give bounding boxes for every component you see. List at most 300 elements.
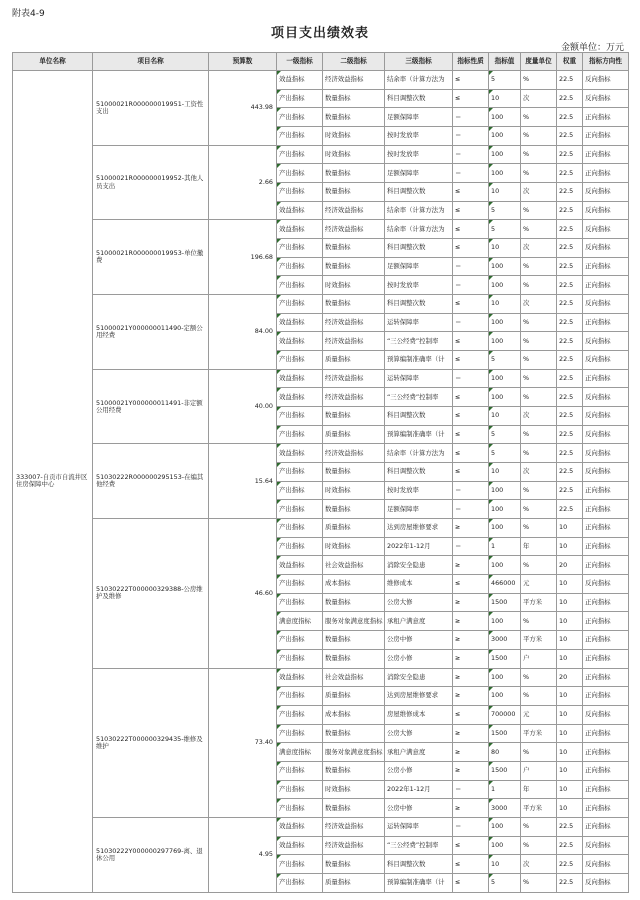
level2-cell: 经济效益指标 (323, 220, 385, 239)
direction-cell: 反向指标 (583, 388, 629, 407)
level1-cell: 效益指标 (277, 201, 323, 220)
value-cell: 100 (489, 687, 521, 706)
amount-unit-note: 金额单位：万元 (560, 43, 624, 53)
level2-cell: 质量指标 (323, 351, 385, 370)
measure-unit-cell: % (521, 500, 557, 519)
weight-cell: 10 (557, 743, 583, 762)
nature-cell: ≤ (453, 388, 489, 407)
direction-cell: 正向指标 (583, 593, 629, 612)
value-cell: 5 (489, 444, 521, 463)
weight-cell: 22.5 (557, 444, 583, 463)
budget-cell: 73.40 (209, 668, 277, 817)
table-row (13, 295, 629, 314)
measure-unit-cell: 元 (521, 575, 557, 594)
direction-cell: 正向指标 (583, 500, 629, 519)
level2-cell: 成本指标 (323, 705, 385, 724)
nature-cell: ≤ (453, 295, 489, 314)
level3-cell: 公房中修 (385, 631, 453, 650)
level2-cell: 数量指标 (323, 649, 385, 668)
level1-cell: 满意度指标 (277, 612, 323, 631)
level2-cell: 数量指标 (323, 295, 385, 314)
level2-cell: 时效指标 (323, 780, 385, 799)
project-name-cell: 51030222Y000000297769-离、退休公用 (93, 817, 209, 892)
value-cell: 100 (489, 276, 521, 295)
level3-cell: 足额保障率 (385, 108, 453, 127)
measure-unit-cell: % (521, 873, 557, 892)
level2-cell: 数量指标 (323, 855, 385, 874)
weight-cell: 22.5 (557, 500, 583, 519)
level1-cell: 满意度指标 (277, 743, 323, 762)
measure-unit-cell: % (521, 481, 557, 500)
direction-cell: 反向指标 (583, 351, 629, 370)
level3-cell: 消除安全隐患 (385, 668, 453, 687)
budget-cell: 443.98 (209, 71, 277, 146)
level1-cell: 效益指标 (277, 332, 323, 351)
performance-table (12, 52, 629, 893)
nature-cell: ≥ (453, 724, 489, 743)
nature-cell: ≥ (453, 612, 489, 631)
level3-cell: 运转保障率 (385, 817, 453, 836)
project-name-cell: 51000021R000000019953-单位撤费 (93, 220, 209, 295)
level3-cell: 消除安全隐患 (385, 556, 453, 575)
level2-cell: 数量指标 (323, 183, 385, 202)
table-row (13, 369, 629, 388)
direction-cell: 正向指标 (583, 537, 629, 556)
measure-unit-cell: 年 (521, 537, 557, 556)
col-header-level1: 一级指标 (277, 53, 323, 71)
measure-unit-cell: 户 (521, 761, 557, 780)
level2-cell: 时效指标 (323, 145, 385, 164)
value-cell: 100 (489, 836, 521, 855)
col-header-direction: 指标方向性 (583, 53, 629, 71)
level2-cell: 社会效益指标 (323, 668, 385, 687)
nature-cell: ≥ (453, 519, 489, 538)
level3-cell: 科目调整次数 (385, 183, 453, 202)
nature-cell: ＝ (453, 500, 489, 519)
unit-name-cell: 333007-自贡市自流井区住房保障中心 (13, 71, 93, 893)
value-cell: 1 (489, 537, 521, 556)
level1-cell: 效益指标 (277, 836, 323, 855)
nature-cell: ≤ (453, 463, 489, 482)
level2-cell: 服务对象满意度指标 (323, 743, 385, 762)
weight-cell: 10 (557, 780, 583, 799)
level2-cell: 服务对象满意度指标 (323, 612, 385, 631)
direction-cell: 正向指标 (583, 761, 629, 780)
project-name-cell: 51000021Y000000011490-定额公用经费 (93, 295, 209, 370)
level2-cell: 质量指标 (323, 519, 385, 538)
level2-cell: 经济效益指标 (323, 332, 385, 351)
nature-cell: ≤ (453, 855, 489, 874)
level1-cell: 产出指标 (277, 257, 323, 276)
col-header-weight: 权重 (557, 53, 583, 71)
level3-cell: 达到房屋维修要求 (385, 687, 453, 706)
nature-cell: ≥ (453, 743, 489, 762)
measure-unit-cell: % (521, 369, 557, 388)
level1-cell: 产出指标 (277, 145, 323, 164)
level1-cell: 产出指标 (277, 799, 323, 818)
nature-cell: ≤ (453, 201, 489, 220)
level1-cell: 产出指标 (277, 351, 323, 370)
level1-cell: 产出指标 (277, 687, 323, 706)
col-header-budget: 预算数 (209, 53, 277, 71)
measure-unit-cell: 次 (521, 295, 557, 314)
project-name-cell: 51000021R000000019952-其他人员支出 (93, 145, 209, 220)
value-cell: 5 (489, 201, 521, 220)
direction-cell: 反向指标 (583, 295, 629, 314)
nature-cell: ＝ (453, 780, 489, 799)
level1-cell: 产出指标 (277, 575, 323, 594)
measure-unit-cell: 年 (521, 780, 557, 799)
measure-unit-cell: % (521, 164, 557, 183)
weight-cell: 10 (557, 724, 583, 743)
weight-cell: 22.5 (557, 407, 583, 426)
level3-cell: 房屋维修成本 (385, 705, 453, 724)
level3-cell: 达到房屋维修要求 (385, 519, 453, 538)
direction-cell: 正向指标 (583, 519, 629, 538)
direction-cell: 正向指标 (583, 313, 629, 332)
level3-cell: 2022年1-12月 (385, 537, 453, 556)
weight-cell: 22.5 (557, 145, 583, 164)
level3-cell: 承租户满意度 (385, 612, 453, 631)
measure-unit-cell: 户 (521, 649, 557, 668)
budget-cell: 15.64 (209, 444, 277, 519)
level1-cell: 产出指标 (277, 295, 323, 314)
nature-cell: ＝ (453, 276, 489, 295)
level1-cell: 效益指标 (277, 668, 323, 687)
level3-cell: 公房大修 (385, 724, 453, 743)
value-cell: 10 (489, 239, 521, 258)
weight-cell: 22.5 (557, 239, 583, 258)
measure-unit-cell: % (521, 687, 557, 706)
value-cell: 100 (489, 257, 521, 276)
direction-cell: 反向指标 (583, 89, 629, 108)
level1-cell: 产出指标 (277, 127, 323, 146)
level1-cell: 产出指标 (277, 537, 323, 556)
measure-unit-cell: 次 (521, 239, 557, 258)
level1-cell: 产出指标 (277, 407, 323, 426)
direction-cell: 正向指标 (583, 276, 629, 295)
level3-cell: 科目调整次数 (385, 295, 453, 314)
level2-cell: 数量指标 (323, 239, 385, 258)
nature-cell: ≥ (453, 761, 489, 780)
level3-cell: 2022年1-12月 (385, 780, 453, 799)
value-cell: 100 (489, 817, 521, 836)
direction-cell: 正向指标 (583, 631, 629, 650)
direction-cell: 反向指标 (583, 183, 629, 202)
level3-cell: 预算编制准确率（计 (385, 425, 453, 444)
level1-cell: 效益指标 (277, 388, 323, 407)
nature-cell: ＝ (453, 313, 489, 332)
level2-cell: 数量指标 (323, 761, 385, 780)
value-cell: 100 (489, 556, 521, 575)
nature-cell: ＝ (453, 127, 489, 146)
measure-unit-cell: % (521, 836, 557, 855)
budget-cell: 196.68 (209, 220, 277, 295)
value-cell: 100 (489, 668, 521, 687)
weight-cell: 10 (557, 761, 583, 780)
col-header-nature: 指标性质 (453, 53, 489, 71)
direction-cell: 正向指标 (583, 612, 629, 631)
value-cell: 100 (489, 145, 521, 164)
weight-cell: 22.5 (557, 873, 583, 892)
direction-cell: 反向指标 (583, 332, 629, 351)
level1-cell: 产出指标 (277, 425, 323, 444)
value-cell: 5 (489, 71, 521, 90)
value-cell: 10 (489, 463, 521, 482)
value-cell: 100 (489, 108, 521, 127)
measure-unit-cell: % (521, 556, 557, 575)
level1-cell: 产出指标 (277, 481, 323, 500)
nature-cell: ＝ (453, 145, 489, 164)
measure-unit-cell: % (521, 71, 557, 90)
table-row (13, 145, 629, 164)
value-cell: 100 (489, 313, 521, 332)
measure-unit-cell: 次 (521, 855, 557, 874)
direction-cell: 正向指标 (583, 257, 629, 276)
level3-cell: “三公经费”控制率 (385, 388, 453, 407)
level1-cell: 产出指标 (277, 649, 323, 668)
budget-cell: 84.00 (209, 295, 277, 370)
direction-cell: 反向指标 (583, 855, 629, 874)
direction-cell: 反向指标 (583, 425, 629, 444)
measure-unit-cell: 平方米 (521, 799, 557, 818)
level1-cell: 产出指标 (277, 276, 323, 295)
direction-cell: 正向指标 (583, 743, 629, 762)
level1-cell: 产出指标 (277, 183, 323, 202)
weight-cell: 22.5 (557, 71, 583, 90)
value-cell: 1500 (489, 761, 521, 780)
level3-cell: 科目调整次数 (385, 463, 453, 482)
measure-unit-cell: % (521, 108, 557, 127)
weight-cell: 10 (557, 705, 583, 724)
nature-cell: ≥ (453, 631, 489, 650)
table-row (13, 668, 629, 687)
measure-unit-cell: 次 (521, 407, 557, 426)
col-header-unit: 单位名称 (13, 53, 93, 71)
level3-cell: 科目调整次数 (385, 239, 453, 258)
direction-cell: 反向指标 (583, 873, 629, 892)
level1-cell: 产出指标 (277, 705, 323, 724)
budget-cell: 40.00 (209, 369, 277, 444)
weight-cell: 22.5 (557, 201, 583, 220)
level3-cell: 预算编制准确率（计 (385, 873, 453, 892)
measure-unit-cell: % (521, 201, 557, 220)
nature-cell: ＝ (453, 537, 489, 556)
nature-cell: ≤ (453, 332, 489, 351)
level1-cell: 产出指标 (277, 519, 323, 538)
value-cell: 5 (489, 873, 521, 892)
level1-cell: 产出指标 (277, 239, 323, 258)
measure-unit-cell: 平方米 (521, 724, 557, 743)
level1-cell: 产出指标 (277, 873, 323, 892)
weight-cell: 10 (557, 612, 583, 631)
value-cell: 3000 (489, 631, 521, 650)
level3-cell: 运转保障率 (385, 313, 453, 332)
weight-cell: 22.5 (557, 463, 583, 482)
level2-cell: 数量指标 (323, 631, 385, 650)
level2-cell: 时效指标 (323, 481, 385, 500)
weight-cell: 22.5 (557, 817, 583, 836)
weight-cell: 22.5 (557, 220, 583, 239)
level2-cell: 时效指标 (323, 127, 385, 146)
level2-cell: 数量指标 (323, 89, 385, 108)
level1-cell: 效益指标 (277, 313, 323, 332)
weight-cell: 22.5 (557, 257, 583, 276)
measure-unit-cell: 平方米 (521, 631, 557, 650)
level3-cell: “三公经费”控制率 (385, 332, 453, 351)
table-header-row (13, 53, 629, 71)
level1-cell: 产出指标 (277, 89, 323, 108)
level3-cell: 足额保障率 (385, 500, 453, 519)
col-header-project: 项目名称 (93, 53, 209, 71)
level3-cell: “三公经费”控制率 (385, 836, 453, 855)
project-name-cell: 51030222T000000329388-公房维护及维修 (93, 519, 209, 668)
weight-cell: 20 (557, 556, 583, 575)
weight-cell: 10 (557, 519, 583, 538)
nature-cell: ≤ (453, 183, 489, 202)
nature-cell: ＝ (453, 257, 489, 276)
level1-cell: 产出指标 (277, 164, 323, 183)
weight-cell: 10 (557, 593, 583, 612)
nature-cell: ≥ (453, 649, 489, 668)
level3-cell: 公房小修 (385, 761, 453, 780)
weight-cell: 20 (557, 668, 583, 687)
weight-cell: 22.5 (557, 369, 583, 388)
level3-cell: 公房小修 (385, 649, 453, 668)
value-cell: 466000 (489, 575, 521, 594)
value-cell: 100 (489, 519, 521, 538)
direction-cell: 正向指标 (583, 687, 629, 706)
value-cell: 1500 (489, 724, 521, 743)
direction-cell: 正向指标 (583, 145, 629, 164)
level2-cell: 数量指标 (323, 593, 385, 612)
level3-cell: 公房大修 (385, 593, 453, 612)
measure-unit-cell: % (521, 127, 557, 146)
nature-cell: ＝ (453, 481, 489, 500)
level3-cell: 结余率（计算方法为 (385, 201, 453, 220)
budget-cell: 2.66 (209, 145, 277, 220)
measure-unit-cell: % (521, 313, 557, 332)
direction-cell: 反向指标 (583, 239, 629, 258)
value-cell: 100 (489, 127, 521, 146)
level2-cell: 经济效益指标 (323, 369, 385, 388)
project-name-cell: 51000021R000000019951-工资性支出 (93, 71, 209, 146)
level3-cell: 按时发放率 (385, 127, 453, 146)
level3-cell: 按时发放率 (385, 276, 453, 295)
measure-unit-cell: % (521, 220, 557, 239)
level3-cell: 维修成本 (385, 575, 453, 594)
weight-cell: 22.5 (557, 276, 583, 295)
measure-unit-cell: 次 (521, 89, 557, 108)
project-name-cell: 51000021Y000000011491-非定额公用经费 (93, 369, 209, 444)
level1-cell: 产出指标 (277, 724, 323, 743)
direction-cell: 正向指标 (583, 668, 629, 687)
weight-cell: 22.5 (557, 108, 583, 127)
level3-cell: 按时发放率 (385, 145, 453, 164)
level1-cell: 产出指标 (277, 631, 323, 650)
nature-cell: ≤ (453, 444, 489, 463)
value-cell: 10 (489, 855, 521, 874)
level1-cell: 产出指标 (277, 500, 323, 519)
nature-cell: ≤ (453, 351, 489, 370)
level2-cell: 数量指标 (323, 164, 385, 183)
weight-cell: 10 (557, 687, 583, 706)
level1-cell: 产出指标 (277, 463, 323, 482)
value-cell: 5 (489, 425, 521, 444)
value-cell: 10 (489, 407, 521, 426)
measure-unit-cell: % (521, 668, 557, 687)
direction-cell: 正向指标 (583, 799, 629, 818)
level3-cell: 结余率（计算方法为 (385, 444, 453, 463)
nature-cell: ＝ (453, 817, 489, 836)
weight-cell: 22.5 (557, 183, 583, 202)
direction-cell: 反向指标 (583, 836, 629, 855)
level2-cell: 质量指标 (323, 425, 385, 444)
level2-cell: 数量指标 (323, 799, 385, 818)
direction-cell: 反向指标 (583, 71, 629, 90)
level1-cell: 产出指标 (277, 761, 323, 780)
measure-unit-cell: % (521, 743, 557, 762)
table-row (13, 220, 629, 239)
level2-cell: 经济效益指标 (323, 388, 385, 407)
level1-cell: 效益指标 (277, 444, 323, 463)
direction-cell: 反向指标 (583, 407, 629, 426)
value-cell: 700000 (489, 705, 521, 724)
nature-cell: ≤ (453, 89, 489, 108)
level3-cell: 结余率（计算方法为 (385, 71, 453, 90)
level3-cell: 科目调整次数 (385, 407, 453, 426)
measure-unit-cell: % (521, 817, 557, 836)
budget-cell: 46.60 (209, 519, 277, 668)
value-cell: 100 (489, 612, 521, 631)
weight-cell: 10 (557, 537, 583, 556)
level2-cell: 数量指标 (323, 108, 385, 127)
measure-unit-cell: % (521, 425, 557, 444)
value-cell: 5 (489, 220, 521, 239)
level2-cell: 数量指标 (323, 407, 385, 426)
value-cell: 100 (489, 388, 521, 407)
level3-cell: 预算编制准确率（计 (385, 351, 453, 370)
project-name-cell: 51030222R000000295153-在编其他经费 (93, 444, 209, 519)
level3-cell: 科目调整次数 (385, 855, 453, 874)
level1-cell: 产出指标 (277, 780, 323, 799)
col-header-level2: 二级指标 (323, 53, 385, 71)
level3-cell: 承租户满意度 (385, 743, 453, 762)
level1-cell: 产出指标 (277, 593, 323, 612)
table-row (13, 444, 629, 463)
nature-cell: ≤ (453, 575, 489, 594)
weight-cell: 22.5 (557, 164, 583, 183)
measure-unit-cell: % (521, 444, 557, 463)
table-row (13, 817, 629, 836)
measure-unit-cell: % (521, 519, 557, 538)
nature-cell: ≤ (453, 705, 489, 724)
value-cell: 1 (489, 780, 521, 799)
measure-unit-cell: % (521, 145, 557, 164)
weight-cell: 22.5 (557, 836, 583, 855)
direction-cell: 反向指标 (583, 575, 629, 594)
level3-cell: 公房中修 (385, 799, 453, 818)
level3-cell: 按时发放率 (385, 481, 453, 500)
value-cell: 5 (489, 351, 521, 370)
nature-cell: ≥ (453, 799, 489, 818)
measure-unit-cell: % (521, 257, 557, 276)
level2-cell: 社会效益指标 (323, 556, 385, 575)
value-cell: 10 (489, 89, 521, 108)
value-cell: 1500 (489, 649, 521, 668)
weight-cell: 22.5 (557, 855, 583, 874)
level2-cell: 成本指标 (323, 575, 385, 594)
